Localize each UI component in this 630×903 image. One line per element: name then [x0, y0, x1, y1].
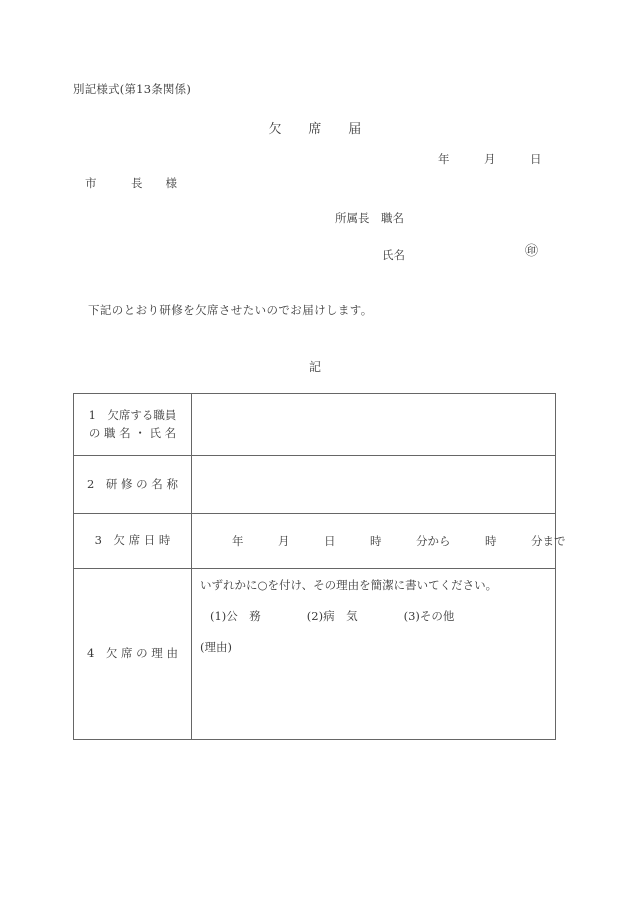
reason-instruction: いずれかに○を付け、その理由を簡潔に書いてください。 [200, 578, 498, 592]
table-row [74, 456, 556, 514]
body-sentence: 下記のとおり研修を欠席させたいのでお届けします。 [88, 303, 373, 317]
row-value-absence-datetime[interactable] [192, 514, 566, 569]
table-row [74, 569, 556, 740]
absence-form-table [73, 393, 566, 740]
addressee-line: 市 長 様 [85, 176, 177, 190]
form-code-label: 別記様式(第13条関係) [73, 82, 192, 96]
datetime-fill-line: 年 月 日 時 分から 時 分まで [232, 534, 566, 548]
date-line: 年 月 日 [438, 152, 542, 166]
row-label-training-name [74, 456, 192, 514]
reason-block [200, 578, 555, 655]
seal-stamp-icon: ㊞ [525, 244, 539, 259]
table-row [74, 394, 556, 456]
row-value-training-name[interactable] [192, 456, 556, 514]
row-label-line: 2 研 修 の 名 称 [87, 476, 178, 491]
row-value-absence-reason[interactable] [192, 569, 556, 740]
reason-choices[interactable]: (1)公 務 (2)病 気 (3)その他 [210, 608, 455, 623]
row-label-line: 3 欠 席 日 時 [94, 533, 171, 548]
row-value-employee-name[interactable] [192, 394, 556, 456]
row-label-employee-name [74, 394, 192, 456]
row-label-absence-datetime [74, 514, 192, 569]
table-row [74, 514, 556, 569]
reason-free-text-label: (理由) [200, 639, 232, 654]
ki-marker: 記 [308, 360, 321, 374]
name-label: 氏名 [382, 248, 405, 262]
row-label-line: 4 欠 席 の 理 由 [87, 646, 178, 661]
row-label-line: 1 欠席する職員 [88, 407, 177, 422]
affiliation-title-line: 所属長 職名 [335, 211, 404, 225]
page-title: 欠 席 届 [268, 122, 362, 137]
row-label-line: の 職 名 ・ 氏 名 [88, 425, 177, 440]
row-label-absence-reason [74, 569, 192, 740]
